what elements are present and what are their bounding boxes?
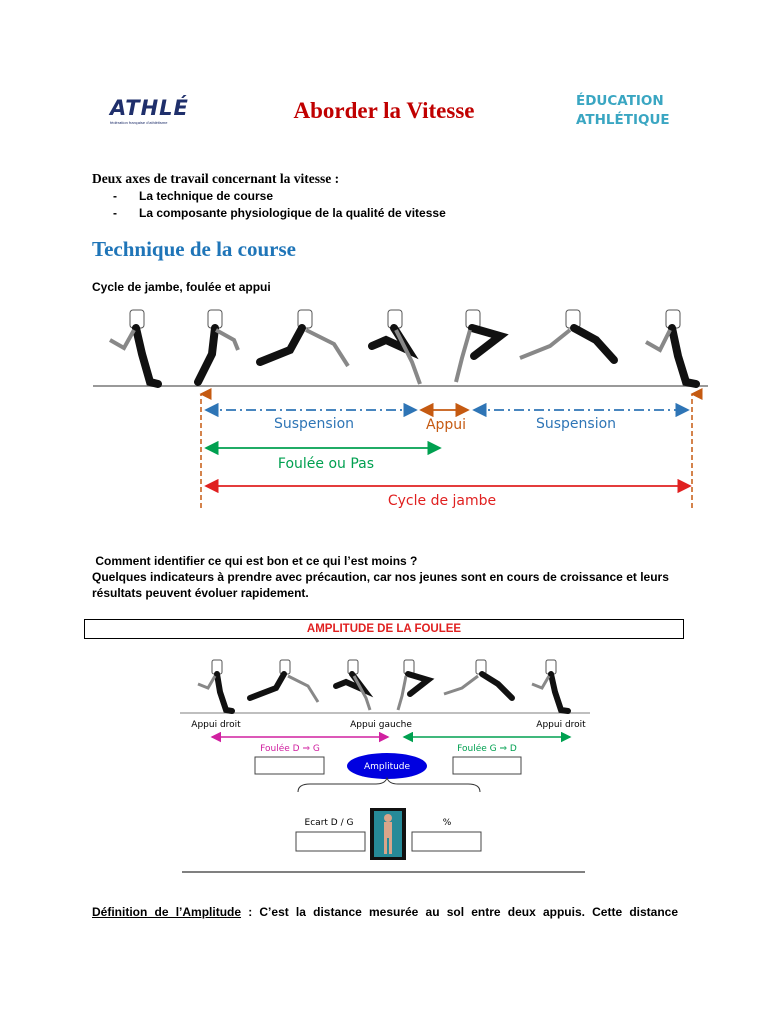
leg-figure bbox=[336, 660, 370, 710]
logo-edu-line2: ATHLÉTIQUE bbox=[576, 112, 670, 128]
suspension-label-left: Suspension bbox=[273, 416, 355, 432]
leg-figure bbox=[520, 310, 614, 360]
foulee-dg-label: Foulée D ⇒ G bbox=[260, 744, 320, 754]
bullet-item: - La technique de course bbox=[113, 189, 274, 203]
grouping-brace bbox=[298, 778, 480, 792]
leg-figure bbox=[110, 310, 158, 384]
suspension-label-right: Suspension bbox=[535, 416, 617, 432]
bullet-item: - La composante physiologique de la qualité de vitesse bbox=[113, 206, 446, 220]
leg-figure bbox=[646, 310, 696, 384]
page-title: Aborder la Vitesse bbox=[293, 98, 475, 123]
leg-figure bbox=[198, 660, 232, 711]
intro-heading: Deux axes de travail concernant la vitesse : bbox=[92, 171, 340, 186]
amplitude-diagram bbox=[180, 650, 600, 875]
leg-figure bbox=[372, 310, 420, 384]
leg-figure bbox=[398, 660, 428, 710]
leg-figure bbox=[456, 310, 500, 382]
appui-droit-left-label: Appui droit bbox=[191, 720, 241, 730]
section-subtitle: Cycle de jambe, foulée et appui bbox=[92, 280, 271, 294]
leg-figure bbox=[260, 310, 348, 366]
foulee-dg-input[interactable] bbox=[255, 757, 324, 774]
foulee-gd-input[interactable] bbox=[453, 757, 521, 774]
running-cycle-diagram bbox=[90, 300, 710, 515]
leg-figure bbox=[250, 660, 318, 702]
intro-bullets bbox=[113, 188, 446, 222]
question-block bbox=[92, 553, 682, 601]
leg-figure bbox=[444, 660, 512, 698]
athlete-photo bbox=[370, 808, 406, 860]
amplitude-label: Amplitude bbox=[363, 762, 411, 772]
logo-edu-line1: ÉDUCATION bbox=[576, 93, 664, 109]
appui-gauche-label: Appui gauche bbox=[350, 720, 412, 730]
ecart-label: Ecart D / G bbox=[304, 818, 354, 828]
education-athletique-logo bbox=[576, 92, 686, 130]
athle-logo-text: ATHLÉ bbox=[110, 96, 189, 120]
ecart-input[interactable] bbox=[296, 832, 365, 851]
amplitude-box-title: AMPLITUDE DE LA FOULEE bbox=[84, 619, 684, 639]
section-title: Technique de la course bbox=[92, 237, 296, 261]
definition-term: Définition de l’Amplitude bbox=[92, 905, 242, 919]
question-detail: Quelques indicateurs à prendre avec précaution, car nos jeunes sont en cours de croissance et leurs résultats peuvent évoluer rapidement. bbox=[92, 570, 669, 600]
percent-label: % bbox=[442, 818, 452, 828]
appui-label: Appui bbox=[425, 417, 467, 433]
leg-figure bbox=[532, 660, 568, 711]
definition-paragraph bbox=[92, 905, 678, 919]
foulee-gd-label: Foulée G ⇒ D bbox=[457, 744, 517, 754]
cycle-label: Cycle de jambe bbox=[387, 493, 497, 509]
foulee-label: Foulée ou Pas bbox=[277, 456, 375, 472]
leg-figure bbox=[198, 310, 238, 382]
definition-text: : C’est la distance mesurée au sol entre deux appuis. Cette distance bbox=[241, 905, 679, 919]
question-line: Comment identifier ce qui est bon et ce qui l’est moins ? bbox=[92, 554, 418, 568]
athle-logo-tagline: fédération française d'athlétisme bbox=[110, 120, 168, 125]
appui-droit-right-label: Appui droit bbox=[536, 720, 586, 730]
percent-input[interactable] bbox=[412, 832, 481, 851]
